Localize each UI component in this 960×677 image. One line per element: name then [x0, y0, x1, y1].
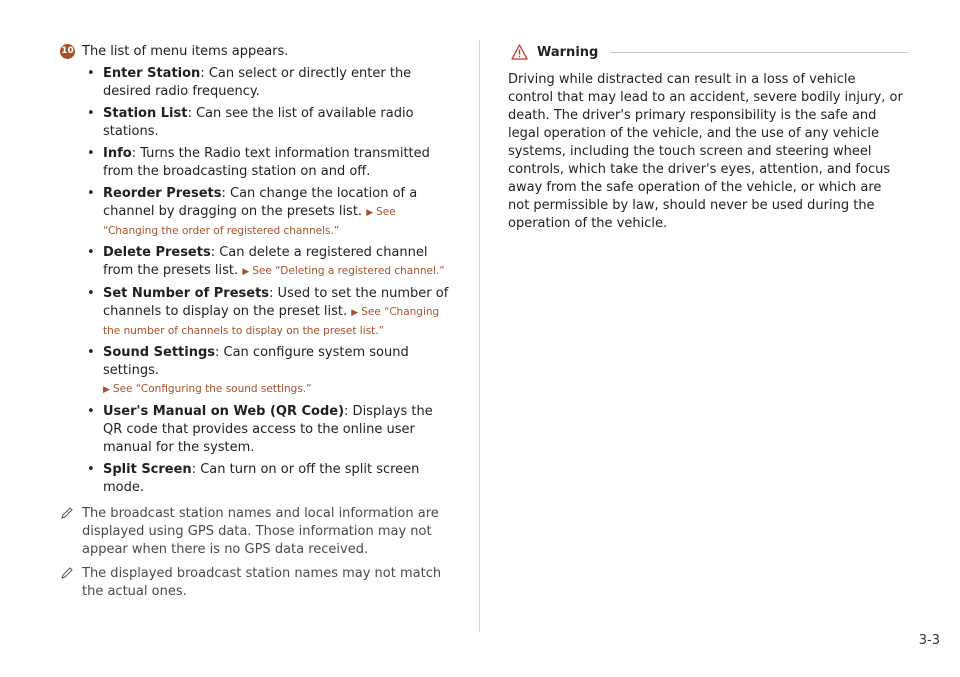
note: [60, 565, 452, 601]
page-number: 3-3: [918, 633, 940, 648]
list-item: [82, 185, 452, 240]
bullet: •: [87, 106, 95, 121]
reference-link[interactable]: [242, 263, 444, 278]
reference-text: See “Configuring the sound settings.”: [112, 383, 312, 395]
column-divider: [479, 40, 480, 632]
reference-text: See “Deleting a registered channel.”: [252, 265, 445, 277]
reference-text: See “Changing the order of registered channels.”: [103, 206, 396, 237]
arrow-right-icon: ▶: [242, 267, 250, 277]
item-term: Sound Settings: [103, 345, 215, 360]
item-term: Reorder Presets: [103, 186, 222, 201]
step-number-badge: 10: [60, 44, 75, 59]
list-item: [82, 285, 452, 340]
warning-title: Warning: [537, 44, 599, 60]
item-desc: : Can see the list of available radio stations.: [103, 106, 414, 139]
bullet: •: [87, 66, 95, 81]
list-item: [82, 403, 452, 457]
item-desc: : Displays the QR code that provides access to the online user manual for the system.: [103, 404, 433, 455]
item-desc: : Can turn on or off the split screen mode.: [103, 462, 420, 495]
step-text: The list of menu items appears.: [82, 44, 289, 59]
item-term: Enter Station: [103, 66, 201, 81]
item-term: Station List: [103, 106, 188, 121]
warning-triangle-icon: [511, 44, 528, 60]
bullet: •: [87, 345, 95, 360]
menu-items-list: [60, 65, 452, 497]
arrow-right-icon: ▶: [103, 385, 110, 395]
list-item: [82, 244, 452, 281]
pencil-note-icon: [60, 506, 74, 520]
step-10: [60, 43, 452, 61]
bullet: •: [87, 245, 95, 260]
item-term: User's Manual on Web (QR Code): [103, 404, 345, 419]
note: [60, 505, 452, 559]
list-item: [82, 145, 452, 181]
item-desc: : Used to set the number of channels to display on the preset list.: [103, 286, 449, 319]
left-column: [60, 43, 452, 601]
reference-link[interactable]: [103, 381, 312, 396]
arrow-right-icon: ▶: [351, 308, 359, 318]
list-item: [82, 105, 452, 141]
pencil-note-icon: [60, 566, 74, 580]
warning-box: [508, 43, 908, 233]
warning-rule: [610, 52, 908, 53]
list-item: [82, 461, 452, 497]
warning-body: Driving while distracted can result in a loss of vehicle control that may lead to an accident, severe bodily injury, or death. The driver's primary responsibility is the safe and legal operation of the vehicle, and the use of any vehicle systems, including the touch screen and steering wheel controls, which take the driver's eyes, attention, and focus away from the safe operation of the vehicle, or which are not permissible by law, should never be used during the operation of the vehicle.: [508, 72, 903, 231]
item-desc: : Can delete a registered channel from the presets list.: [103, 245, 428, 278]
item-desc: : Can configure system sound settings.: [103, 345, 409, 378]
item-desc: : Can change the location of a channel by dragging on the presets list.: [103, 186, 418, 219]
list-item: [82, 65, 452, 101]
note-text: The broadcast station names and local information are displayed using GPS data. Those information may not appear when there is no GPS data received.: [82, 506, 439, 557]
item-term: Split Screen: [103, 462, 192, 477]
bullet: •: [87, 404, 95, 419]
bullet: •: [87, 146, 95, 161]
bullet: •: [87, 186, 95, 201]
item-term: Delete Presets: [103, 245, 211, 260]
item-term: Info: [103, 146, 132, 161]
item-desc: : Turns the Radio text information transmitted from the broadcasting station on and off.: [103, 146, 430, 179]
bullet: •: [87, 286, 95, 301]
arrow-right-icon: ▶: [366, 208, 374, 218]
reference-text: See “Changing the number of channels to display on the preset list.”: [103, 306, 440, 337]
list-item: [82, 344, 452, 399]
warning-header: [508, 43, 908, 61]
item-term: Set Number of Presets: [103, 286, 270, 301]
item-desc: : Can select or directly enter the desired radio frequency.: [103, 66, 412, 99]
bullet: •: [87, 462, 95, 477]
note-text: The displayed broadcast station names may not match the actual ones.: [82, 566, 442, 599]
